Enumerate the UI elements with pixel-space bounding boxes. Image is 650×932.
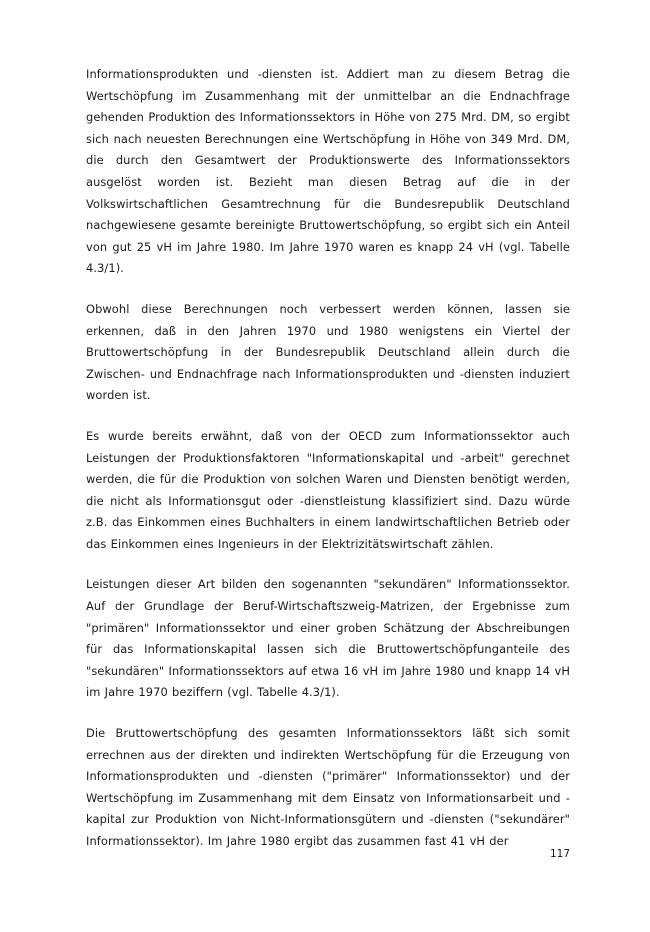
paragraph-3: Es wurde bereits erwähnt, daß von der OECD zum Informationssektor auch Leistungen der Produktionsfaktoren "Informationskapital und -arbeit" gerechnet werden, die für die Produktion von solchen Waren und Diensten benötigt werden, die nicht als Informationsgut oder -dienstleistung klassifiziert sind. Dazu würde z.B. das Einkommen eines Buchhalters in einem landwirtschaftlichen Betrieb oder das Einkommen eines Ingenieurs in der Elektrizitätswirtschaft zählen. (86, 428, 570, 551)
paragraph-1: Informationsprodukten und -diensten ist. Addiert man zu diesem Betrag die Wertschöpfung im Zusammenhang mit der unmittelbar an die Endnachfrage gehenden Produktion des Informationssektors in Höhe von 275 Mrd. DM, so ergibt sich nach neuesten Berechnungen eine Wertschöpfung in Höhe von 349 Mrd. DM, die durch den Gesamtwert der Produktionswerte des Informationssektors ausgelöst worden ist. Bezieht man diesen Betrag auf die in der Volkswirtschaftlichen Gesamtrechnung für die Bundesrepublik Deutschland nachgewiesene gesamte bereinigte Bruttowertschöpfung, so ergibt sich ein Anteil von gut 25 vH im Jahre 1980. Im Jahre 1970 waren es knapp 24 vH (vgl. Tabelle 4.3/1). (86, 67, 570, 276)
body-text (86, 64, 570, 853)
paragraph-4: Leistungen dieser Art bilden den sogenannten "sekundären" Informationssektor. Auf der Grundlage der Beruf-Wirtschaftszweig-Matrizen, der Ergebnisse zum "primären" Informationssektor und einer groben Schätzung der Abschreibungen für das Informationskapital lassen sich die Bruttowertschöpfunganteile des "sekundären" Informationssektors auf etwa 16 vH im Jahre 1980 und knapp 14 vH im Jahre 1970 beziffern (vgl. Tabelle 4.3/1). (86, 577, 570, 700)
page-number: 117 (549, 848, 570, 860)
paragraph-2: Obwohl diese Berechnungen noch verbessert werden können, lassen sie erkennen, daß in den Jahren 1970 und 1980 wenigstens ein Viertel der Bruttowertschöpfung in der Bundesrepublik Deutschland allein durch die Zwischen- und Endnachfrage nach Informationsprodukten und -diensten induziert worden ist. (86, 301, 570, 403)
paragraph-5: Die Bruttowertschöpfung des gesamten Informationssektors läßt sich somit errechnen aus der direkten und indirekten Wertschöpfung für die Erzeugung von Informationsprodukten und -diensten ("primärer" Informationssektor) und der Wertschöpfung im Zusammenhang mit dem Einsatz von Informationsarbeit und -kapital zur Produktion von Nicht-Informationsgütern und -diensten ("sekundärer" Informationssektor). Im Jahre 1980 ergibt das zusammen fast 41 vH der (86, 726, 570, 848)
